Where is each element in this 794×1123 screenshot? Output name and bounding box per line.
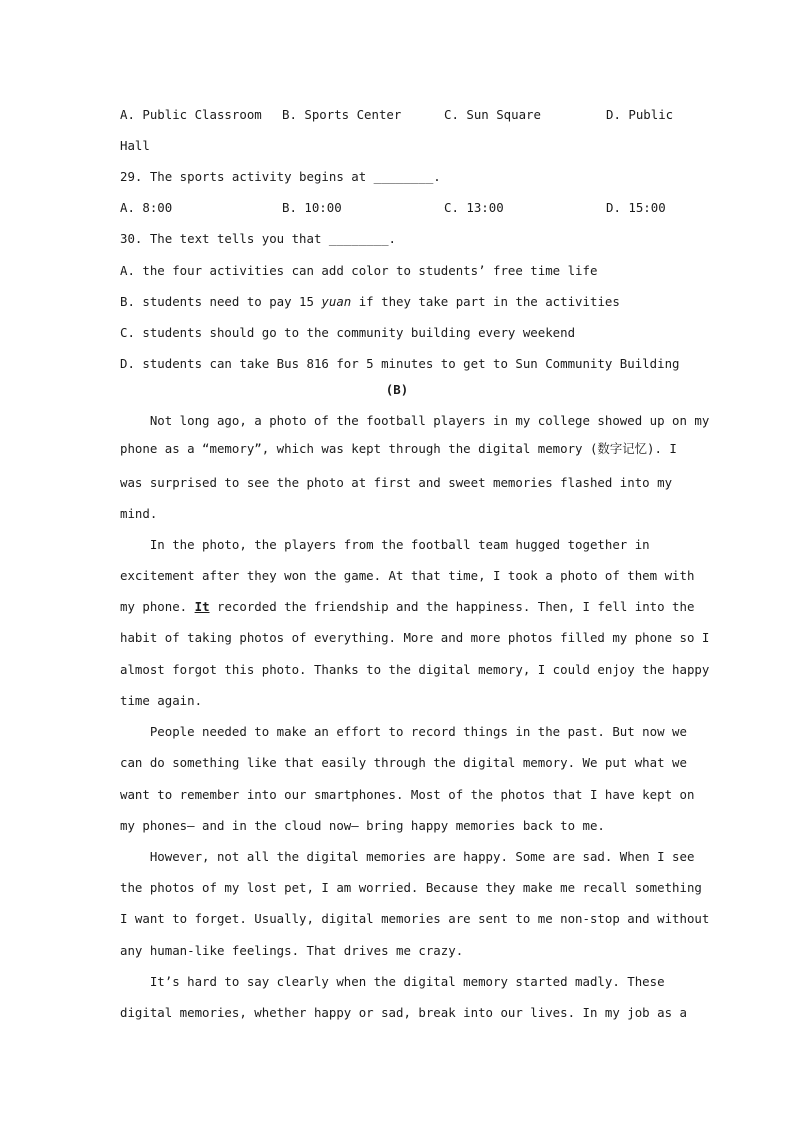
passage-line: Not long ago, a photo of the football players in my college showed up on my — [120, 413, 710, 428]
q30-option-b — [120, 294, 620, 310]
q29-option-a: A. 8:00 — [120, 200, 173, 215]
passage-line: People needed to make an effort to record things in the past. But now we — [120, 724, 687, 739]
q30-option-b-currency: yuan — [321, 294, 352, 309]
passage-line: time again. — [120, 693, 203, 708]
passage-line: can do something like that easily through the digital memory. We put what we — [120, 755, 687, 770]
passage-line: It’s hard to say clearly when the digital memory started madly. These — [120, 974, 665, 989]
q28-option-d-continued: Hall — [120, 138, 150, 153]
passage-line: mind. — [120, 506, 158, 521]
underlined-word: It — [194, 599, 210, 614]
q30-option-c: C. students should go to the community building every weekend — [120, 325, 576, 340]
q30-stem: 30. The text tells you that ________. — [120, 231, 397, 246]
passage-line: was surprised to see the photo at first and sweet memories flashed into my — [120, 475, 673, 490]
passage-text: my phone. — [120, 599, 195, 614]
q28-option-b: B. Sports Center — [282, 107, 402, 122]
q28-option-c: C. Sun Square — [444, 107, 541, 122]
q30-option-d: D. students can take Bus 816 for 5 minutes to get to Sun Community Building — [120, 356, 680, 371]
passage-line: However, not all the digital memories are happy. Some are sad. When I see — [120, 849, 695, 864]
passage-line: phone as a “memory”, which was kept through the digital memory (数字记忆). I — [120, 441, 677, 456]
q29-option-d: D. 15:00 — [606, 200, 666, 215]
q29-option-b: B. 10:00 — [282, 200, 342, 215]
passage-line — [120, 599, 694, 615]
passage-line: almost forgot this photo. Thanks to the digital memory, I could enjoy the happy — [120, 662, 710, 677]
passage-line: digital memories, whether happy or sad, break into our lives. In my job as a — [120, 1005, 687, 1020]
passage-line: any human-like feelings. That drives me crazy. — [120, 943, 464, 958]
q28-option-a: A. Public Classroom — [120, 107, 262, 122]
passage-text: recorded the friendship and the happiness. Then, I fell into the — [209, 599, 695, 614]
passage-line: I want to forget. Usually, digital memories are sent to me non-stop and without — [120, 911, 710, 926]
passage-line: the photos of my lost pet, I am worried. Because they make me recall something — [120, 880, 702, 895]
passage-line: want to remember into our smartphones. Most of the photos that I have kept on — [120, 787, 695, 802]
q28-option-d: D. Public — [606, 107, 674, 122]
passage-line: excitement after they won the game. At that time, I took a photo of them with — [120, 568, 695, 583]
q29-stem: 29. The sports activity begins at ________. — [120, 169, 441, 184]
q30-option-b-end: if they take part in the activities — [351, 294, 620, 309]
q29-option-c: C. 13:00 — [444, 200, 504, 215]
passage-line: In the photo, the players from the football team hugged together in — [120, 537, 650, 552]
q30-option-b-start: B. students need to pay 15 — [120, 294, 322, 309]
q30-option-a: A. the four activities can add color to students’ free time life — [120, 263, 598, 278]
passage-line: my phones— and in the cloud now— bring happy memories back to me. — [120, 818, 605, 833]
section-label: (B) — [385, 382, 409, 397]
passage-line: habit of taking photos of everything. More and more photos filled my phone so I — [120, 630, 710, 645]
